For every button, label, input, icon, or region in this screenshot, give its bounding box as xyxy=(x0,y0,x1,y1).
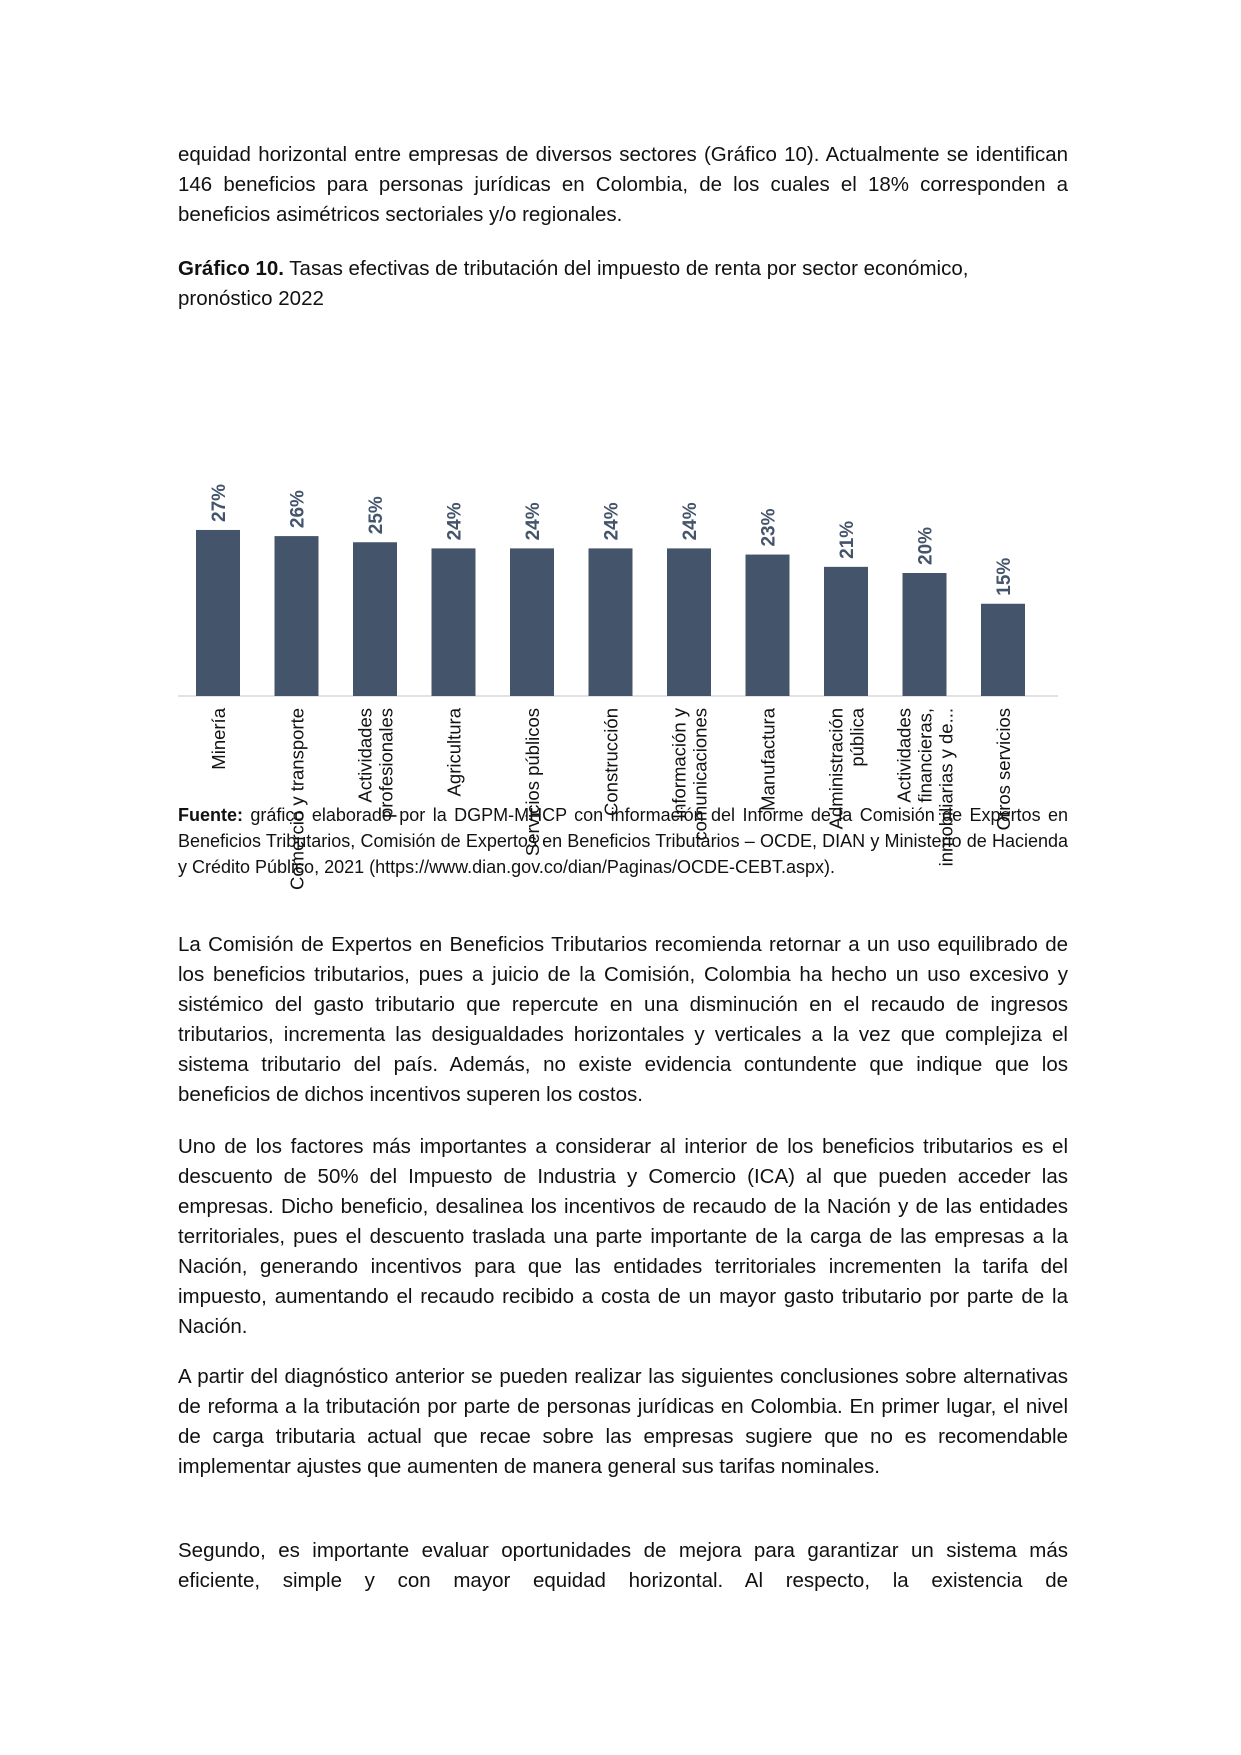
category-label: Actividades xyxy=(354,708,376,803)
data-label: 23% xyxy=(758,508,780,547)
data-label: 24% xyxy=(680,502,701,541)
category-label: Actividades xyxy=(893,708,915,803)
chart-caption xyxy=(178,254,1068,314)
data-label: 26% xyxy=(287,490,309,529)
category-label: Comercio y transporte xyxy=(286,708,308,890)
category-label: Minería xyxy=(208,708,229,770)
bar xyxy=(353,542,397,696)
intro-paragraph: equidad horizontal entre empresas de diversos sectores (Gráfico 10). Actualmente se identifican 146 beneficios para personas jurídicas en Colombia, de los cuales el 18% corresponden a beneficios asimétricos sectoriales y/o regionales. xyxy=(178,143,1068,226)
data-label: 15% xyxy=(994,557,1015,596)
data-label: 25% xyxy=(366,496,387,535)
data-label: 27% xyxy=(209,483,230,522)
category-label: inmobiliarias y de... xyxy=(935,708,957,867)
data-label: 21% xyxy=(837,520,858,559)
category-label: profesionales xyxy=(375,708,397,819)
data-label: 24% xyxy=(444,502,466,541)
caption-text: Tasas efectivas de tributación del impuesto de renta por sector económico, pronóstico 2022 xyxy=(178,257,969,310)
bar xyxy=(981,604,1025,696)
source-text: gráfico elaborado por la DGPM-MHCP con información del Informe de la Comisión de Expertos en Beneficios Tributarios, Comisión de Expertos en Beneficios Tributarios – OCDE, DIAN y Ministerio de Hacienda y Crédito Público, 2021 (https://www.dian.gov.co/dian/Paginas/OCDE-CEBT.aspx). xyxy=(178,805,1068,877)
body-paragraph-3: A partir del diagnóstico anterior se pueden realizar las siguientes conclusiones sobre alternativas de reforma a la tributación por parte de personas jurídicas en Colombia. En primer lugar, el nivel de carga tributaria actual que recae sobre las empresas sugiere que no es recomendable implementar ajustes que aumenten de manera general sus tarifas nominales. xyxy=(178,1365,1068,1478)
category-label: financieras, xyxy=(914,708,936,803)
category-label: pública xyxy=(846,708,868,767)
bar xyxy=(903,573,947,696)
bar xyxy=(667,548,711,696)
data-label: 24% xyxy=(601,502,623,541)
category-label: comunicaciones xyxy=(689,708,711,841)
chart-source xyxy=(178,802,1068,880)
body-paragraph-1: La Comisión de Expertos en Beneficios Tributarios recomienda retornar a un uso equilibrado de los beneficios tributarios, pues a juicio de la Comisión, Colombia ha hecho un uso excesivo y sistémico del gasto tributario que repercute en una disminución en el recaudo de ingresos tributarios, incrementa las desigualdades horizontales y verticales a la vez que complejiza el sistema tributario del país. Además, no existe evidencia contundente que indique que los beneficios de dichos incentivos superen los costos. xyxy=(178,933,1068,1106)
data-label: 24% xyxy=(523,502,544,541)
bar xyxy=(196,530,240,696)
bar xyxy=(589,548,633,696)
bar xyxy=(432,548,476,696)
bar xyxy=(275,536,319,696)
category-label: Otros servicios xyxy=(993,708,1014,831)
category-label: Construcción xyxy=(600,708,622,816)
body-paragraph-4: Segundo, es importante evaluar oportunidades de mejora para garantizar un sistema más eficiente, simple y con mayor equidad horizontal. Al respecto, la existencia de xyxy=(178,1539,1068,1592)
category-label: Agricultura xyxy=(443,708,465,797)
bar xyxy=(510,548,554,696)
bar xyxy=(746,555,790,696)
category-label: Información y xyxy=(668,708,690,820)
source-label: Fuente: xyxy=(178,805,243,825)
category-label: Servicios públicos xyxy=(522,708,543,857)
body-paragraph-2: Uno de los factores más importantes a considerar al interior de los beneficios tributarios es el descuento de 50% del Impuesto de Industria y Comercio (ICA) al que pueden acceder las empresas. Dicho beneficio, desalinea los incentivos de recaudo de la Nación y de las entidades territoriales, pues el descuento traslada una parte importante de la carga de las empresas a la Nación, generando incentivos para que las entidades territoriales incrementen la tarifa del impuesto, aumentando el recaudo recibido a costa de un mayor gasto tributario por parte de la Nación. xyxy=(178,1135,1068,1338)
data-label: 20% xyxy=(915,526,937,565)
caption-label: Gráfico 10. xyxy=(178,257,284,280)
bar xyxy=(824,567,868,696)
category-label: Administración xyxy=(825,708,847,830)
category-label: Manufactura xyxy=(757,708,779,811)
